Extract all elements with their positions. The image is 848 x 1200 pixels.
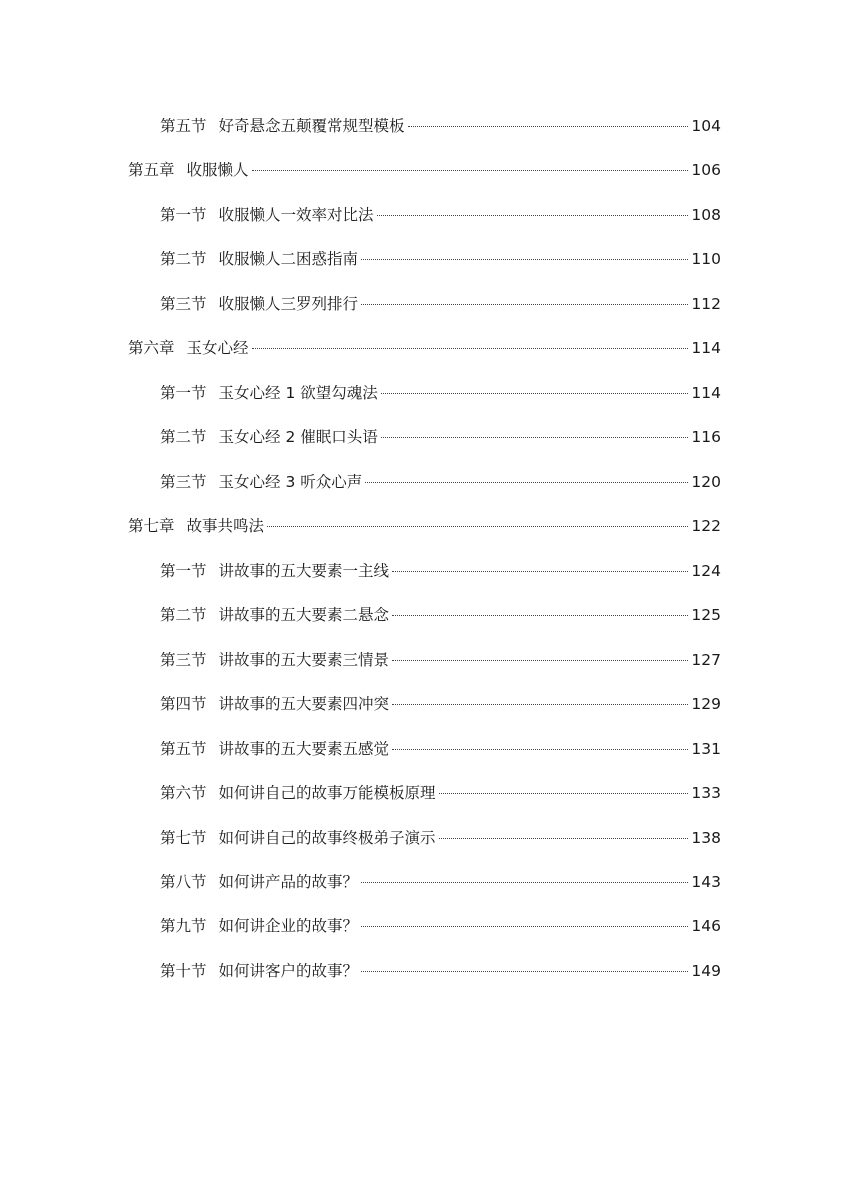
page-number: 138 [691, 829, 721, 847]
entry-title: 收服懒人一效率对比法 [218, 206, 374, 224]
toc-entry[interactable] [160, 961, 721, 981]
page-number: 114 [691, 339, 721, 357]
entry-title: 讲故事的五大要素三情景 [218, 651, 390, 669]
toc-entry[interactable] [160, 249, 721, 269]
page-number: 149 [691, 962, 721, 980]
dot-leader [392, 749, 688, 750]
page-number: 125 [691, 606, 721, 624]
page-number: 110 [691, 250, 721, 268]
entry-label: 第五章 [128, 161, 175, 179]
dot-leader [361, 304, 688, 305]
toc-entry[interactable] [160, 383, 721, 403]
entry-label: 第三节 [160, 473, 207, 491]
page-number: 114 [691, 384, 721, 402]
dot-leader [267, 526, 688, 527]
toc-entry[interactable] [160, 694, 721, 714]
dot-leader [381, 437, 689, 438]
dot-leader [392, 571, 688, 572]
entry-label: 第四节 [160, 695, 207, 713]
dot-leader [252, 348, 689, 349]
page-number: 133 [691, 784, 721, 802]
entry-label: 第七节 [160, 829, 207, 847]
toc-entry[interactable] [128, 160, 721, 180]
entry-label: 第九节 [160, 917, 207, 935]
toc-entry[interactable] [128, 516, 721, 536]
page-number: 146 [691, 917, 721, 935]
page-number: 106 [691, 161, 721, 179]
entry-title: 讲故事的五大要素五感觉 [218, 740, 390, 758]
dot-leader [365, 482, 688, 483]
entry-title: 如何讲企业的故事？ [218, 917, 359, 935]
page-number: 120 [691, 473, 721, 491]
entry-title: 如何讲产品的故事？ [218, 873, 359, 891]
entry-title: 讲故事的五大要素一主线 [218, 562, 390, 580]
entry-label: 第七章 [128, 517, 175, 535]
dot-leader [392, 660, 688, 661]
entry-title: 收服懒人三罗列排行 [218, 295, 359, 313]
toc-entry[interactable] [160, 739, 721, 759]
toc-entry[interactable] [160, 916, 721, 936]
entry-title: 如何讲客户的故事？ [218, 962, 359, 980]
entry-title: 讲故事的五大要素四冲突 [218, 695, 390, 713]
entry-label: 第八节 [160, 873, 207, 891]
entry-label: 第一节 [160, 206, 207, 224]
dot-leader [361, 926, 688, 927]
page-number: 108 [691, 206, 721, 224]
entry-title: 收服懒人二困惑指南 [218, 250, 359, 268]
dot-leader [361, 259, 688, 260]
toc-entry[interactable] [160, 294, 721, 314]
entry-title: 玉女心经 [186, 339, 249, 357]
dot-leader [381, 393, 689, 394]
page-number: 122 [691, 517, 721, 535]
entry-label: 第三节 [160, 651, 207, 669]
entry-title: 收服懒人 [186, 161, 249, 179]
toc-entry[interactable] [160, 650, 721, 670]
toc-entry[interactable] [160, 872, 721, 892]
dot-leader [392, 704, 688, 705]
entry-title: 玉女心经 3 听众心声 [218, 473, 363, 491]
toc-entry[interactable] [128, 338, 721, 358]
dot-leader [377, 215, 689, 216]
entry-label: 第二节 [160, 250, 207, 268]
toc-entry[interactable] [160, 561, 721, 581]
entry-label: 第二节 [160, 606, 207, 624]
entry-title: 如何讲自己的故事终极弟子演示 [218, 829, 436, 847]
toc-entry[interactable] [160, 828, 721, 848]
entry-label: 第六节 [160, 784, 207, 802]
dot-leader [408, 126, 689, 127]
page-number: 127 [691, 651, 721, 669]
entry-title: 如何讲自己的故事万能模板原理 [218, 784, 436, 802]
entry-title: 玉女心经 1 欲望勾魂法 [218, 384, 378, 402]
dot-leader [361, 971, 688, 972]
toc-entry[interactable] [160, 472, 721, 492]
dot-leader [439, 793, 689, 794]
entry-label: 第一节 [160, 562, 207, 580]
entry-label: 第六章 [128, 339, 175, 357]
dot-leader [361, 882, 688, 883]
page-number: 104 [691, 117, 721, 135]
page-number: 112 [691, 295, 721, 313]
entry-label: 第二节 [160, 428, 207, 446]
dot-leader [392, 615, 688, 616]
dot-leader [252, 170, 689, 171]
entry-label: 第一节 [160, 384, 207, 402]
toc-entry[interactable] [160, 116, 721, 136]
entry-label: 第五节 [160, 117, 207, 135]
entry-title: 讲故事的五大要素二悬念 [218, 606, 390, 624]
entry-label: 第三节 [160, 295, 207, 313]
toc-entry[interactable] [160, 783, 721, 803]
page-number: 131 [691, 740, 721, 758]
entry-title: 故事共鸣法 [186, 517, 265, 535]
entry-title: 好奇悬念五颠覆常规型模板 [218, 117, 405, 135]
toc-entry[interactable] [160, 205, 721, 225]
dot-leader [439, 838, 689, 839]
entry-label: 第十节 [160, 962, 207, 980]
toc-entry[interactable] [160, 427, 721, 447]
entry-label: 第五节 [160, 740, 207, 758]
page-number: 116 [691, 428, 721, 446]
entry-title: 玉女心经 2 催眠口头语 [218, 428, 378, 446]
page-number: 124 [691, 562, 721, 580]
toc-entry[interactable] [160, 605, 721, 625]
page-number: 143 [691, 873, 721, 891]
page-number: 129 [691, 695, 721, 713]
